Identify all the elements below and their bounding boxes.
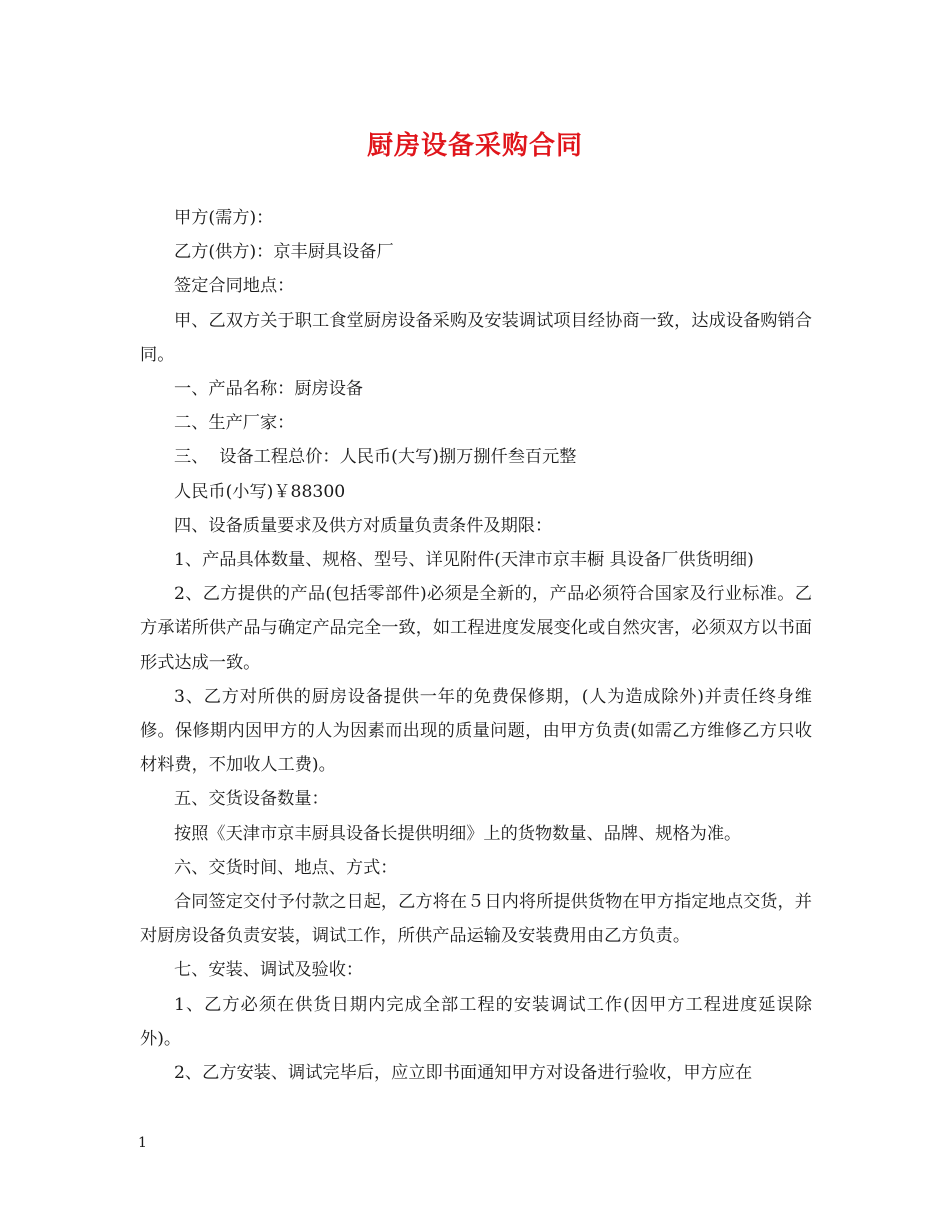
contract-paragraph: 按照《天津市京丰厨具设备长提供明细》上的货物数量、品牌、规格为准。	[174, 823, 742, 844]
contract-title: 厨房设备采购合同	[366, 131, 583, 161]
contract-paragraph: 1、乙方必须在供货日期内完成全部工程的安装调试工作(因甲方工程进度延误除外)。	[140, 994, 812, 1049]
contract-paragraph: 1、产品具体数量、规格、型号、详见附件(天津市京丰橱 具设备厂供货明细)	[174, 550, 754, 571]
contract-paragraph: 签定合同地点：	[174, 276, 295, 297]
contract-paragraph: 一、产品名称：厨房设备	[174, 379, 364, 400]
contract-paragraph: 甲、乙双方关于职工食堂厨房设备采购及安装调试项目经协商一致，达成设备购销合同。	[140, 310, 812, 365]
contract-paragraph: 甲方(需方)：	[174, 208, 274, 228]
contract-paragraph: 四、设备质量要求及供方对质量负责条件及期限：	[174, 515, 553, 536]
contract-paragraph: 六、交货时间、地点、方式：	[174, 857, 398, 878]
contract-paragraph: 3、乙方对所供的厨房设备提供一年的免费保修期，(人为造成除外)并责任终身维修。保修期内因甲方的人为因素而出现的质量问题，由甲方负责(如需乙方维修乙方只收材料费，不加收人工费)。	[140, 686, 812, 776]
contract-paragraph: 二、生产厂家：	[174, 413, 295, 434]
contract-paragraph: 五、交货设备数量：	[174, 789, 329, 810]
contract-paragraph: 2、乙方安装、调试完毕后，应立即书面通知甲方对设备进行验收，甲方应在	[174, 1063, 753, 1084]
contract-paragraph: 2、乙方提供的产品(包括零部件)必须是全新的，产品必须符合国家及行业标准。乙方承诺所供产品与确定产品完全一致，如工程进度发展变化或自然灾害，必须双方以书面形式达成一致。	[140, 584, 812, 673]
contract-paragraph: 三、 设备工程总价：人民币(大写)捌万捌仟叁百元整	[174, 447, 577, 468]
contract-paragraph: 乙方(供方)：京丰厨具设备厂	[174, 242, 394, 263]
contract-paragraph: 人民币(小写)￥88300	[174, 481, 346, 502]
contract-paragraph: 七、安装、调试及验收：	[174, 960, 364, 981]
page-number: 1	[138, 1135, 147, 1151]
contract-paragraph: 合同签定交付予付款之日起，乙方将在５日内将所提供货物在甲方指定地点交货，并对厨房设备负责安装，调试工作，所供产品运输及安装费用由乙方负责。	[140, 892, 812, 947]
contract-body	[140, 201, 812, 1090]
